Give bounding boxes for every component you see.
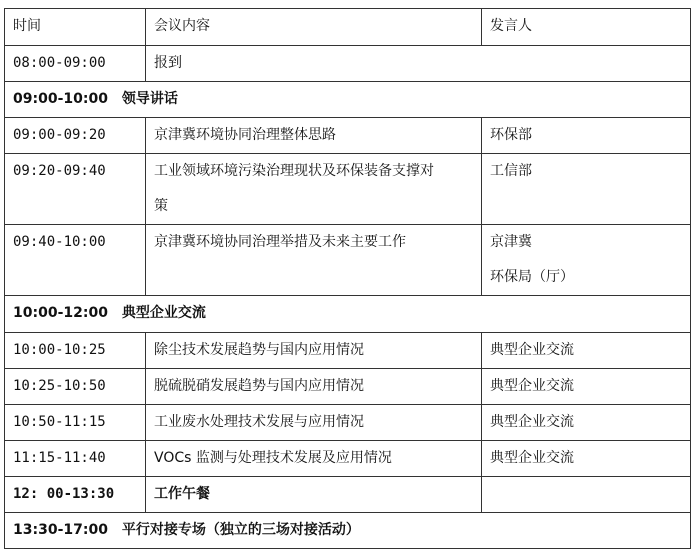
time-cell: 09:20-09:40 (5, 154, 146, 225)
header-row (5, 9, 691, 46)
time-cell: 08:00-09:00 (5, 46, 146, 82)
time-cell: 10:50-11:15 (5, 405, 146, 441)
speaker-cell: 典型企业交流 (482, 441, 691, 477)
speaker-cell: 工信部 (482, 154, 691, 225)
content-cell: 报到 (146, 46, 691, 82)
header-speaker: 发言人 (482, 9, 691, 46)
table-row (5, 118, 691, 154)
time-cell: 10:25-10:50 (5, 369, 146, 405)
agenda-table (4, 8, 691, 549)
header-content: 会议内容 (146, 9, 482, 46)
table-row (5, 46, 691, 82)
content-line: 策 (154, 198, 168, 214)
speaker-line: 环保局（厅） (490, 269, 574, 285)
time-cell: 09:00-09:20 (5, 118, 146, 154)
content-line: 工业领域环境污染治理现状及环保装备支撑对 (154, 163, 434, 179)
table-row (5, 441, 691, 477)
content-cell: 京津冀环境协同治理举措及未来主要工作 (146, 225, 482, 296)
content-cell: VOCs 监测与处理技术发展及应用情况 (146, 441, 482, 477)
speaker-cell: 环保部 (482, 118, 691, 154)
speaker-cell: 典型企业交流 (482, 369, 691, 405)
time-cell: 09:40-10:00 (5, 225, 146, 296)
section-row (5, 82, 691, 118)
table-row (5, 405, 691, 441)
content-cell: 脱硫脱硝发展趋势与国内应用情况 (146, 369, 482, 405)
content-cell: 京津冀环境协同治理整体思路 (146, 118, 482, 154)
content-cell: 工作午餐 (146, 477, 482, 513)
header-time: 时间 (5, 9, 146, 46)
table-row (5, 477, 691, 513)
section-row (5, 296, 691, 333)
time-cell: 11:15-11:40 (5, 441, 146, 477)
content-cell: 工业废水处理技术发展与应用情况 (146, 405, 482, 441)
table-row (5, 154, 691, 225)
speaker-cell (482, 225, 691, 296)
speaker-cell: 典型企业交流 (482, 405, 691, 441)
table-row (5, 369, 691, 405)
speaker-line: 京津冀 (490, 234, 532, 250)
time-cell: 10:00-10:25 (5, 333, 146, 369)
table-row (5, 333, 691, 369)
section-heading: 10:00-12:00 典型企业交流 (5, 296, 691, 333)
speaker-cell: 典型企业交流 (482, 333, 691, 369)
section-heading: 09:00-10:00 领导讲话 (5, 82, 691, 118)
content-cell: 除尘技术发展趋势与国内应用情况 (146, 333, 482, 369)
table-row (5, 225, 691, 296)
speaker-cell (482, 477, 691, 513)
time-cell: 12: 00-13:30 (5, 477, 146, 513)
content-cell (146, 154, 482, 225)
section-heading: 13:30-17:00 平行对接专场（独立的三场对接活动） (5, 513, 691, 549)
section-row (5, 513, 691, 549)
